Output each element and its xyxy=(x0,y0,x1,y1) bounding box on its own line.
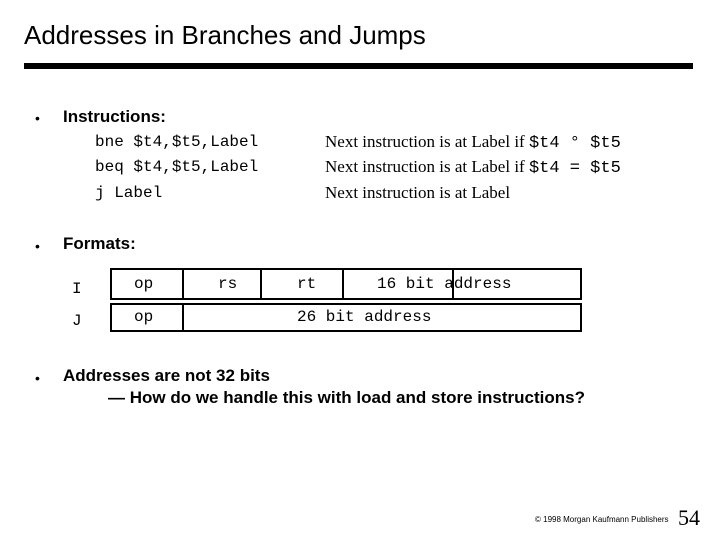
field-16-bit-address: 16 bit address xyxy=(377,275,512,293)
instructions-heading: Instructions: xyxy=(63,107,166,126)
field-26-bit-address: 26 bit address xyxy=(297,308,432,326)
field-rs: rs xyxy=(218,275,238,293)
bullet-marker: • xyxy=(35,110,40,126)
description-code: $t4 = $t5 xyxy=(528,159,621,178)
title-rule xyxy=(24,63,693,69)
code-line-bne: bne $t4,$t5,Label xyxy=(95,133,259,151)
addresses-line: Addresses are not 32 bits xyxy=(63,366,270,385)
addresses-question: — How do we handle this with load and store instructions? xyxy=(108,388,585,407)
field-op: op xyxy=(134,308,154,326)
description-text: Next instruction is at Label if xyxy=(325,132,529,151)
i-format-box xyxy=(110,268,582,300)
j-format-box xyxy=(110,303,582,332)
bullet-marker: • xyxy=(35,238,40,254)
format-label-i: I xyxy=(72,280,82,298)
page-number: 54 xyxy=(678,505,700,530)
field-divider xyxy=(182,305,184,330)
field-rt: rt xyxy=(297,275,317,293)
field-divider xyxy=(182,270,184,298)
copyright-footer: © 1998 Morgan Kaufmann Publishers xyxy=(535,515,669,524)
format-label-j: J xyxy=(72,312,82,330)
field-divider xyxy=(342,270,344,298)
description-text: Next instruction is at Label if xyxy=(325,157,529,176)
field-divider xyxy=(260,270,262,298)
description-text: Next instruction is at Label xyxy=(325,183,511,202)
formats-heading: Formats: xyxy=(63,234,136,253)
code-line-beq: beq $t4,$t5,Label xyxy=(95,158,259,176)
description-code: $t4 ° $t5 xyxy=(528,134,621,153)
field-op: op xyxy=(134,275,154,293)
bullet-marker: • xyxy=(35,370,40,386)
slide-title: Addresses in Branches and Jumps xyxy=(24,20,426,50)
description-beq xyxy=(325,157,621,178)
description-bne xyxy=(325,132,621,153)
description-j xyxy=(325,183,510,203)
code-line-j: j Label xyxy=(95,184,163,202)
